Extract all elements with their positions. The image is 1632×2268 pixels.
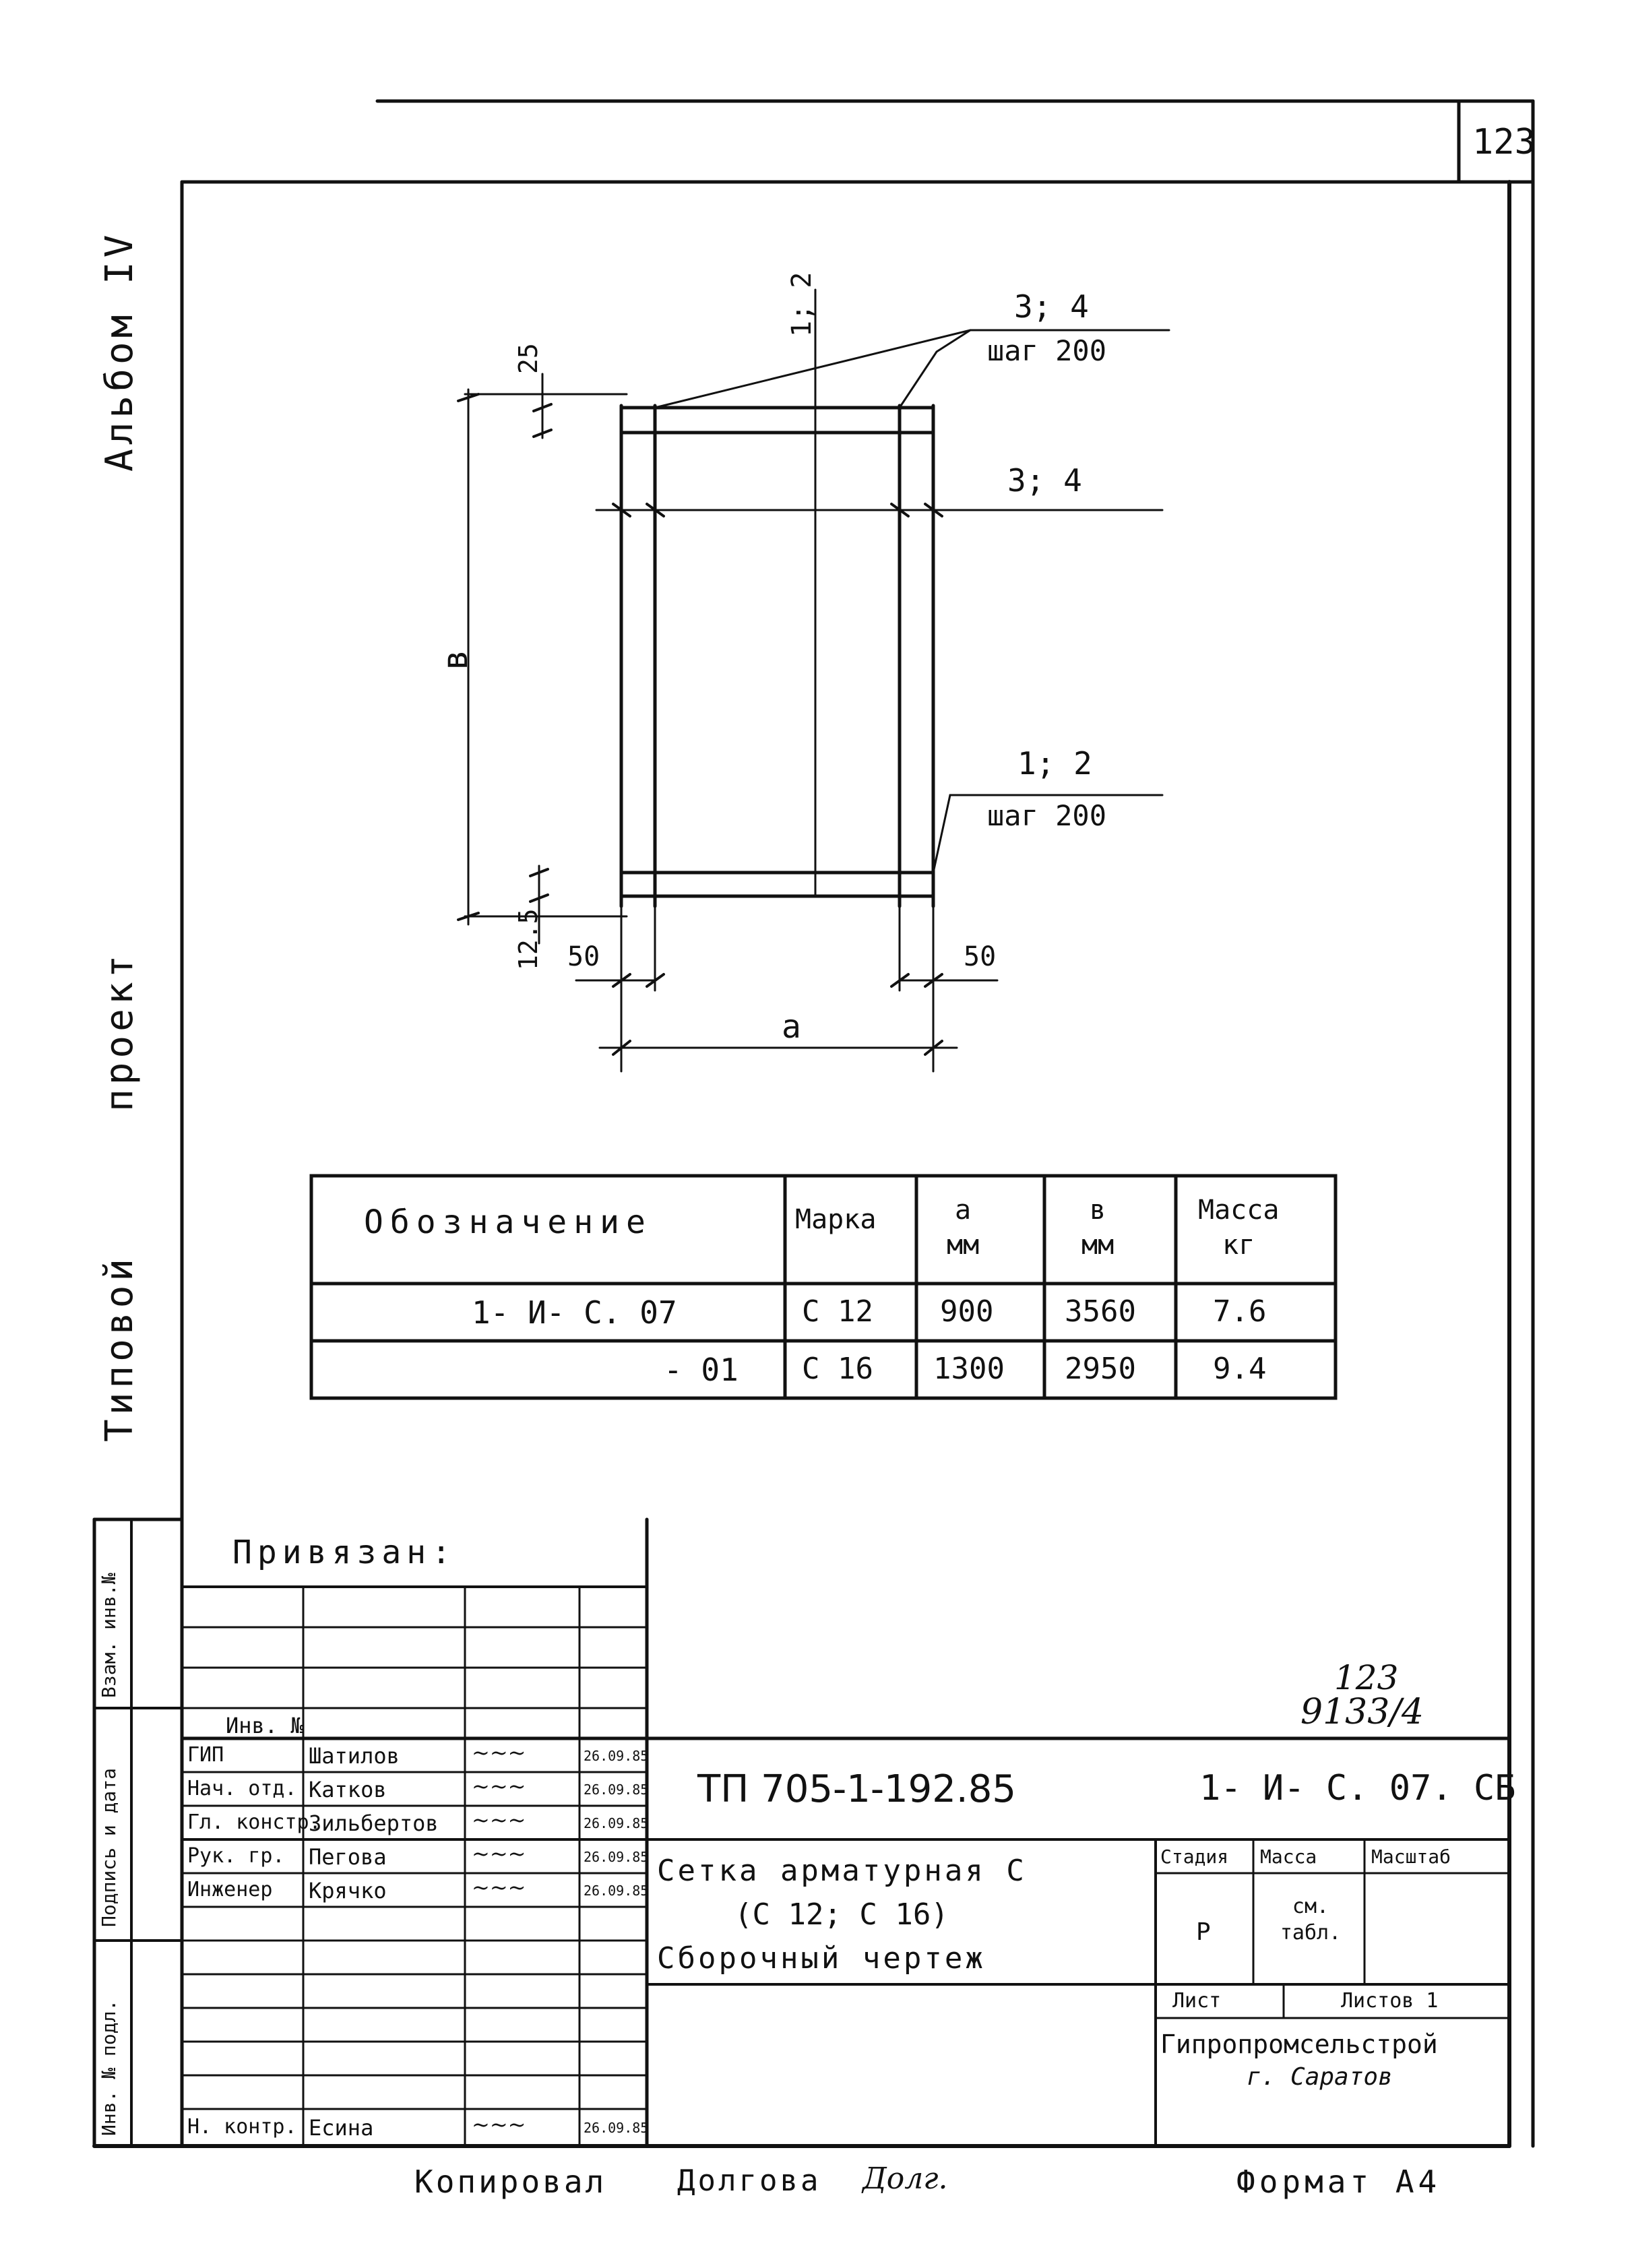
- row2-b: 2950: [1065, 1352, 1136, 1386]
- copied-signature: Долг.: [862, 2162, 948, 2196]
- dim-right: 50: [964, 941, 997, 972]
- sig-role: ГИП: [187, 1743, 224, 1767]
- spec-header-mark: Марка: [795, 1204, 877, 1235]
- row2-designation: - 01: [664, 1352, 739, 1388]
- normcontrol-signature: ~~~: [472, 2112, 526, 2137]
- sig-role: Нач. отд.: [187, 1777, 297, 1800]
- copied-name: Долгова: [677, 2164, 821, 2198]
- sig-name: Шатилов: [309, 1743, 400, 1769]
- sig-role: Гл. констр.: [187, 1810, 321, 1834]
- project-code: ТП 705-1-192.85: [697, 1767, 1016, 1811]
- normcontrol-role: Н. контр.: [187, 2115, 297, 2139]
- sheets-label: Листов 1: [1341, 1989, 1439, 2013]
- project-number: 123: [1334, 1658, 1399, 1697]
- dim-height: в: [435, 649, 476, 670]
- sig-name: Катков: [309, 1777, 387, 1802]
- sheet-label: Лист: [1172, 1989, 1222, 2013]
- sig-signature: ~~~: [472, 1773, 526, 1799]
- sig-signature: ~~~: [472, 1841, 526, 1866]
- inv-label: Инв. №: [226, 1713, 304, 1738]
- title-line-1: Сетка арматурная С: [657, 1854, 1027, 1888]
- mass-value: см. табл.: [1280, 1895, 1342, 1945]
- scale-header: Масштаб: [1371, 1846, 1451, 1868]
- spec-header-mass: Масса кг: [1198, 1195, 1280, 1261]
- sig-date: 26.09.85: [584, 1849, 649, 1865]
- callout-top-step: шаг 200: [987, 334, 1107, 367]
- stage-value: Р: [1196, 1918, 1211, 1946]
- sig-date: 26.09.85: [584, 1815, 649, 1831]
- spec-header-a: a мм: [947, 1195, 980, 1261]
- row2-mark: С 16: [802, 1352, 873, 1386]
- axis-label: 1; 2: [786, 272, 817, 337]
- stage-header: Стадия: [1160, 1846, 1229, 1868]
- sig-date: 26.09.85: [584, 1748, 649, 1764]
- dim-bottom: 12.5: [513, 908, 543, 970]
- title-line-2: (С 12; С 16): [734, 1897, 949, 1932]
- sig-role: Инженер: [187, 1878, 273, 1901]
- row2-a: 1300: [933, 1352, 1005, 1386]
- sheet-code: 1- И- С. 07. СБ: [1199, 1768, 1516, 1808]
- row1-a: 900: [940, 1294, 994, 1329]
- sig-signature: ~~~: [472, 1740, 526, 1765]
- row1-b: 3560: [1065, 1294, 1136, 1329]
- project-label: проект: [98, 951, 142, 1112]
- stamp-inv-orig: Инв. № подл.: [98, 1999, 120, 2136]
- stamp-replace-inv: Взам. инв.№: [98, 1573, 120, 1698]
- org-city: г. Саратов: [1247, 2063, 1393, 2091]
- sig-signature: ~~~: [472, 1807, 526, 1833]
- normcontrol-name: Есина: [309, 2115, 374, 2141]
- type-label: Типовой: [98, 1254, 142, 1442]
- sig-name: Пегова: [309, 1844, 387, 1870]
- row2-mass: 9.4: [1213, 1352, 1267, 1386]
- row1-mass: 7.6: [1213, 1294, 1267, 1329]
- normcontrol-date: 26.09.85: [584, 2120, 649, 2136]
- sig-name: Крячко: [309, 1878, 387, 1903]
- callout-bottom-marks: 1; 2: [1017, 745, 1092, 782]
- dim-width: a: [782, 1008, 801, 1046]
- sig-date: 26.09.85: [584, 1782, 649, 1798]
- album-label: Альбом IV: [98, 230, 142, 472]
- tied-label: Привязан:: [232, 1534, 457, 1571]
- mass-header: Масса: [1260, 1846, 1317, 1868]
- format-label: Формат А4: [1236, 2164, 1441, 2200]
- spec-header-b: в мм: [1081, 1195, 1115, 1261]
- callout-bottom-step: шаг 200: [987, 799, 1107, 832]
- sig-signature: ~~~: [472, 1875, 526, 1900]
- row1-designation: 1- И- С. 07: [472, 1294, 677, 1331]
- callout-top-marks: 3; 4: [1014, 288, 1089, 325]
- copied-label: Копировал: [414, 2164, 607, 2200]
- spec-header-designation: Обозначение: [364, 1203, 652, 1241]
- sig-date: 26.09.85: [584, 1883, 649, 1899]
- org-name: Гипропромсельстрой: [1160, 2029, 1438, 2059]
- dim-left: 50: [567, 941, 600, 972]
- dim-top: 25: [513, 343, 543, 374]
- stamp-sign-date: Подпись и дата: [98, 1767, 120, 1927]
- sheet-number: 123: [1472, 122, 1536, 162]
- title-line-3: Сборочный чертеж: [657, 1941, 986, 1976]
- callout-mid-marks: 3; 4: [1007, 462, 1082, 499]
- inventory-number: 9133/4: [1300, 1692, 1424, 1732]
- row1-mark: С 12: [802, 1294, 873, 1329]
- sig-role: Рук. гр.: [187, 1844, 285, 1868]
- sig-name: Зильбертов: [309, 1810, 439, 1836]
